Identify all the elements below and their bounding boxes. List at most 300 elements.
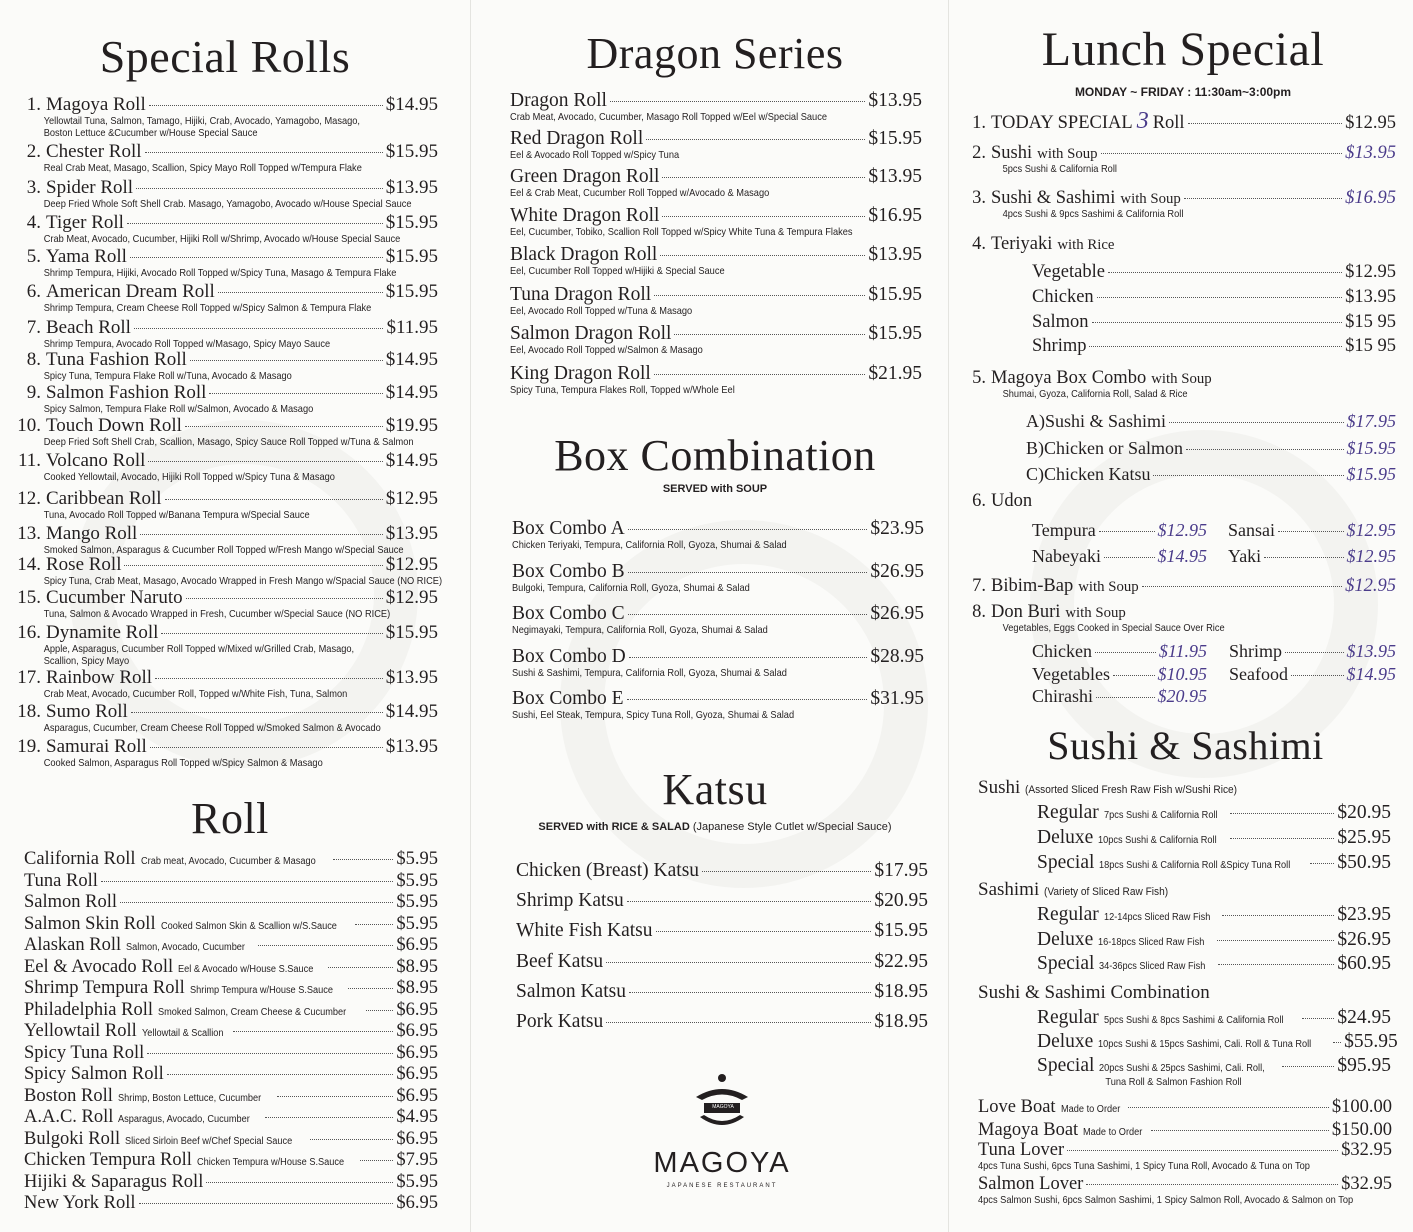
dot-leader <box>662 216 865 217</box>
dot-leader <box>610 101 865 102</box>
group-header <box>978 777 1398 799</box>
item-name: Sushi <box>991 143 1033 163</box>
menu-item <box>24 935 438 956</box>
menu-item-row <box>1037 827 1391 849</box>
dot-leader <box>145 152 383 153</box>
item-price: $14.95 <box>385 382 438 403</box>
item-price: $25.95 <box>1337 827 1391 848</box>
item-name: Eel & Avocado Roll <box>24 956 174 977</box>
menu-item-row <box>972 368 1396 389</box>
item-name: Tuna Lover <box>978 1140 1065 1160</box>
item-price: $13.95 <box>385 736 438 757</box>
menu-item-row <box>24 871 438 892</box>
item-name: Salmon Dragon Roll <box>510 323 672 344</box>
menu-item <box>24 914 438 935</box>
item-price: $15.95 <box>385 212 438 233</box>
menu-item <box>24 871 438 892</box>
item-name: B)Chicken or Salmon <box>1026 437 1183 458</box>
item-number: 3. <box>26 177 41 198</box>
dot-leader <box>233 1031 393 1032</box>
item-name: Tuna Dragon Roll <box>510 284 652 305</box>
item-price: $16.95 <box>868 205 922 226</box>
dot-leader <box>218 292 383 293</box>
dot-leader <box>656 931 872 932</box>
item-name: Beef Katsu <box>516 950 604 972</box>
menu-item <box>14 587 438 621</box>
logo-tagline: JAPANESE RESTAURANT <box>666 1183 778 1189</box>
menu-item-row <box>24 1172 438 1193</box>
item-price: $6.95 <box>396 1193 438 1213</box>
menu-item-row <box>1037 904 1391 926</box>
menu-item-row <box>512 518 924 540</box>
menu-item <box>24 1000 438 1021</box>
menu-item-row <box>516 890 928 912</box>
item-name: Seafood <box>1229 664 1288 684</box>
dragon-series-title: Dragon Series <box>586 29 844 78</box>
item-note: Smoked Salmon, Cream Cheese & Cucumber <box>157 1006 347 1018</box>
menu-item <box>24 1043 438 1064</box>
dot-leader <box>1310 863 1334 864</box>
menu-item <box>14 523 438 557</box>
menu-item <box>14 622 438 667</box>
item-number: 17. <box>17 667 41 688</box>
item-description: Shrimp Tempura, Cream Cheese Roll Topped w/Spicy Salmon & Tempura Flake <box>43 303 372 314</box>
menu-item <box>1032 287 1396 308</box>
item-note: Shrimp, Boston Lettuce, Cucumber <box>117 1092 262 1104</box>
menu-item-row <box>978 1174 1392 1195</box>
menu-item <box>978 879 1398 901</box>
sushi-sashimi-title: Sushi & Sashimi <box>1047 723 1324 768</box>
item-name: A.A.C. Roll <box>24 1107 114 1127</box>
menu-item-row <box>1037 1031 1398 1053</box>
item-name: Caribbean Roll <box>46 488 162 509</box>
dot-leader <box>1217 940 1334 941</box>
menu-item-row <box>972 576 1396 597</box>
menu-item-row <box>24 957 438 978</box>
item-name: Magoya Boat <box>978 1120 1079 1140</box>
menu-item <box>1032 664 1207 685</box>
menu-item-row <box>1228 520 1396 541</box>
item-number: 7. <box>26 317 41 338</box>
item-description: Cooked Salmon, Asparagus Roll Topped w/Spicy Salmon & Masago <box>43 758 323 769</box>
dot-leader <box>1113 675 1155 676</box>
dot-leader <box>136 188 383 189</box>
item-price: $14.95 <box>385 450 438 471</box>
dot-leader <box>120 902 393 903</box>
dot-leader <box>1153 475 1343 476</box>
dot-leader <box>628 529 868 530</box>
item-note: Cooked Salmon Skin & Scallion w/S.Sauce <box>160 920 337 932</box>
item-description: Eel, Avocado Roll Topped w/Tuna & Masago <box>510 306 693 317</box>
menu-item <box>1032 520 1207 541</box>
item-number: 8. <box>972 602 986 622</box>
dot-leader <box>1218 964 1334 965</box>
item-name: Chirashi <box>1032 686 1093 706</box>
item-description: Real Crab Meat, Masago, Scallion, Spicy Mayo Roll Topped w/Tempura Flake <box>43 163 362 174</box>
dot-leader <box>130 257 383 258</box>
dot-leader <box>660 255 865 256</box>
menu-item-row <box>972 143 1396 164</box>
item-note: Eel & Avocado w/House S.Sauce <box>178 963 314 975</box>
item-price: $8.95 <box>396 978 438 998</box>
dot-leader <box>1230 813 1334 814</box>
item-name: Shrimp Katsu <box>516 890 624 912</box>
item-name: Regular <box>1037 904 1099 925</box>
menu-item-row <box>1032 262 1396 283</box>
menu-item-row <box>1228 546 1396 567</box>
menu-item <box>14 554 443 588</box>
item-price: $14.95 <box>1157 546 1207 566</box>
dot-leader <box>124 565 382 566</box>
menu-item <box>512 646 924 680</box>
menu-item-row <box>24 1000 438 1021</box>
menu-item <box>972 368 1396 401</box>
item-price: $150.00 <box>1331 1120 1392 1140</box>
menu-item-row <box>1032 520 1207 541</box>
item-price: $18.95 <box>874 980 928 1002</box>
item-price: $95.95 <box>1337 1055 1391 1076</box>
menu-item-row <box>24 849 438 870</box>
item-name: Teriyaki <box>991 234 1053 254</box>
group-name: Sushi <box>978 777 1021 798</box>
menu-item <box>24 1150 438 1171</box>
menu-item <box>14 736 438 770</box>
menu-item-row <box>14 246 438 268</box>
item-description: Spicy Tuna, Tempura Flakes Roll, Topped w/Whole Eel <box>510 385 735 396</box>
item-description: Yellowtail Tuna, Salmon, Tamago, Hijiki, Crab, Avocado, Yamagobo, Masago, <box>43 116 361 127</box>
item-price: $20.95 <box>1157 686 1207 706</box>
dot-leader <box>628 614 868 615</box>
item-name: Tuna Fashion Roll <box>46 349 187 370</box>
item-description: 4pcs Salmon Sushi, 6pcs Salmon Sashimi, 1 Spicy Salmon Roll, Avocado & Salmon on Top <box>978 1195 1354 1206</box>
item-name: Philadelphia Roll <box>24 999 153 1020</box>
menu-item <box>1032 336 1396 357</box>
menu-item <box>14 382 438 416</box>
menu-item <box>24 978 438 999</box>
menu-item <box>978 1174 1392 1207</box>
menu-item <box>14 212 438 246</box>
menu-item-row <box>14 701 438 723</box>
item-price: $11.95 <box>386 317 438 338</box>
dot-leader <box>310 1139 393 1140</box>
dot-leader <box>1333 1042 1341 1043</box>
item-price: $12.95 <box>385 587 438 608</box>
item-description: Negimayaki, Tempura, California Roll, Gyoza, Shumai & Salad <box>512 625 768 636</box>
dot-leader <box>127 223 383 224</box>
dot-leader <box>1095 652 1156 653</box>
item-name: Cucumber Naruto <box>46 587 183 608</box>
group-name: Sushi & Sashimi Combination <box>978 982 1210 1003</box>
item-price: $20.95 <box>874 890 928 912</box>
item-description: Apple, Asparagus, Cucumber Roll Topped w/Mixed w/Grilled Crab, Masago, <box>43 644 355 655</box>
menu-item-row <box>1037 1007 1391 1029</box>
dot-leader <box>1278 531 1344 532</box>
item-description: Cooked Yellowtail, Avocado, Hijiki Roll Topped w/Spicy Tuna & Masago <box>43 472 335 483</box>
item-name: White Fish Katsu <box>516 920 653 942</box>
item-note: Shrimp Tempura w/House S.Sauce <box>189 985 333 996</box>
item-name: Shrimp <box>1229 641 1283 661</box>
item-name: Deluxe <box>1037 928 1094 950</box>
item-with: with Soup <box>1037 146 1098 162</box>
item-price: $6.95 <box>396 1064 438 1084</box>
item-price: $15.95 <box>868 284 922 305</box>
menu-item <box>24 1193 438 1214</box>
item-description: Eel & Crab Meat, Cucumber Roll Topped w/Avocado & Masago <box>510 188 770 199</box>
item-name: Regular <box>1037 1007 1099 1028</box>
dot-leader <box>629 992 871 993</box>
item-name: Yama Roll <box>46 246 127 267</box>
item-number: 12. <box>17 488 41 509</box>
item-name: Special <box>1037 953 1095 974</box>
menu-item <box>516 1011 928 1033</box>
item-name: Mango Roll <box>46 523 138 544</box>
item-name: Sansai <box>1228 520 1275 540</box>
menu-item <box>516 860 928 882</box>
item-price: $15 95 <box>1345 336 1396 357</box>
item-description: 4pcs Tuna Sushi, 6pcs Tuna Sashimi, 1 Spicy Tuna Roll, Avocado & Tuna on Top <box>978 1161 1310 1172</box>
item-price: $14.95 <box>385 701 438 722</box>
item-note: 20pcs Sushi & 25pcs Sashimi, Cali. Roll, <box>1099 1063 1266 1074</box>
item-price: $10.95 <box>1157 664 1207 684</box>
item-price: $12.95 <box>1345 262 1396 282</box>
dot-leader <box>333 859 393 860</box>
menu-item <box>14 281 438 315</box>
menu-item <box>1037 1055 1391 1089</box>
item-name: Bulgoki Roll <box>24 1128 121 1149</box>
item-price: $13.95 <box>385 667 438 688</box>
menu-item-row <box>24 1086 438 1107</box>
menu-item-row <box>1037 929 1391 951</box>
dot-leader <box>355 924 394 925</box>
item-note: Chicken Tempura w/House S.Sauce <box>196 1157 345 1168</box>
menu-item <box>978 1140 1392 1173</box>
menu-item-row <box>516 920 928 942</box>
menu-item <box>14 667 438 701</box>
item-name: Magoya Roll <box>46 94 146 115</box>
menu-item <box>14 177 438 211</box>
item-name: Tuna Roll <box>24 870 98 891</box>
item-name: Box Combo D <box>512 645 626 667</box>
item-price: $15.95 <box>385 281 438 302</box>
menu-item <box>1026 438 1396 459</box>
menu-item <box>510 166 922 200</box>
katsu-subtitle <box>470 821 960 833</box>
item-name: Dynamite Roll <box>46 622 159 643</box>
dot-leader <box>1186 449 1344 450</box>
menu-item-row <box>1032 312 1396 333</box>
box-combination-title: Box Combination <box>554 431 876 480</box>
item-price: $13.95 <box>385 177 438 198</box>
katsu-title: Katsu <box>662 765 768 814</box>
menu-item-row <box>14 94 438 116</box>
item-price: $15.95 <box>868 323 922 344</box>
item-description: Crab Meat, Avocado, Cucumber Roll, Topped w/White Fish, Tuna, Salmon <box>43 689 348 700</box>
dot-leader <box>654 374 866 375</box>
menu-item <box>972 143 1396 176</box>
item-price: $15.95 <box>385 622 438 643</box>
item-name: Shrimp Tempura Roll <box>24 978 185 998</box>
menu-item <box>510 128 922 162</box>
item-name: C)Chicken Katsu <box>1026 464 1151 484</box>
menu-item-row <box>1229 641 1396 662</box>
menu-item-row <box>14 554 438 576</box>
menu-item-row <box>972 602 1396 623</box>
item-price: $5.95 <box>396 870 438 891</box>
menu-item <box>1229 664 1396 685</box>
item-description: Deep Fried Whole Soft Shell Crab. Masago, Yamagobo, Avocado w/House Special Sauce <box>43 199 412 210</box>
menu-item <box>1026 464 1396 485</box>
menu-item <box>972 188 1396 221</box>
menu-item-row <box>24 1129 438 1150</box>
item-price: $6.95 <box>396 935 438 955</box>
menu-item-row <box>14 450 438 472</box>
menu-item <box>510 323 922 357</box>
menu-item <box>510 284 922 318</box>
item-number: 11. <box>17 450 41 471</box>
item-price: $23.95 <box>870 518 924 539</box>
dot-leader <box>674 334 865 335</box>
menu-item-row <box>14 523 438 545</box>
item-name: Box Combo C <box>512 603 625 624</box>
menu-item-row <box>972 491 1396 512</box>
item-note: Made to Order <box>1083 1127 1143 1138</box>
item-name: Tiger Roll <box>46 212 124 233</box>
item-name: Magoya Box Combo <box>991 368 1147 388</box>
dot-leader <box>101 881 394 882</box>
dot-leader <box>1067 1150 1338 1151</box>
dot-leader <box>627 699 868 700</box>
menu-item-row <box>510 166 922 188</box>
dot-leader <box>1089 346 1342 347</box>
menu-item <box>1037 904 1391 926</box>
menu-item-row <box>24 1107 438 1128</box>
item-name: Special <box>1037 1055 1095 1076</box>
item-name: Chicken (Breast) Katsu <box>516 860 700 881</box>
item-name: Nabeyaki <box>1032 546 1101 566</box>
menu-item-row <box>512 603 924 625</box>
menu-item-row <box>978 1097 1392 1118</box>
menu-item-row <box>512 646 924 668</box>
item-with: with Soup <box>1065 605 1126 621</box>
menu-item-row <box>978 1120 1392 1141</box>
item-price: $13.95 <box>868 90 922 111</box>
dot-leader <box>150 747 383 748</box>
item-number: 6. <box>26 281 41 302</box>
item-price: $17.95 <box>1346 411 1396 431</box>
item-note: 34-36pcs Sliced Raw Fish <box>1099 961 1206 972</box>
item-note: 18pcs Sushi & California Roll &Spicy Tuna Roll <box>1099 860 1291 871</box>
panel-right <box>948 0 1413 1232</box>
item-note: Asparagus, Avocado, Cucumber <box>118 1114 251 1125</box>
item-name: California Roll <box>24 849 136 869</box>
dot-leader <box>662 177 865 178</box>
menu-item <box>512 518 924 552</box>
item-name: Samurai Roll <box>46 736 147 757</box>
katsu-subtitle-note: (Japanese Style Cutlet w/Special Sauce) <box>692 821 892 833</box>
menu-item <box>14 349 438 383</box>
dot-leader <box>1086 1184 1338 1185</box>
item-name: Rose Roll <box>46 554 122 575</box>
menu-item-row <box>14 488 438 510</box>
menu-item <box>972 491 1396 512</box>
menu-item-row <box>24 1150 438 1171</box>
item-name: Salmon Lover <box>978 1174 1084 1194</box>
dot-leader <box>366 1010 394 1011</box>
menu-item-row <box>14 587 438 609</box>
dot-leader <box>606 962 871 963</box>
menu-item <box>1037 827 1391 849</box>
item-price: $12.95 <box>1345 576 1396 596</box>
dot-leader <box>1291 675 1344 676</box>
item-price: $12.95 <box>385 554 438 575</box>
item-description: Sushi, Eel Steak, Tempura, Spicy Tuna Roll, Gyoza, Shumai & Salad <box>512 710 795 721</box>
group-note: (Variety of Sliced Raw Fish) <box>1044 886 1169 898</box>
dot-leader <box>627 901 872 902</box>
dot-leader <box>185 426 383 427</box>
item-name: Regular <box>1037 802 1099 823</box>
item-price: $4.95 <box>396 1107 438 1127</box>
dot-leader <box>1184 198 1342 199</box>
item-note: 10pcs Sushi & 15pcs Sashimi, Cali. Roll & Tuna Roll <box>1098 1039 1312 1050</box>
menu-item <box>14 246 438 280</box>
menu-item-row <box>1026 411 1396 432</box>
menu-item-row <box>512 561 924 583</box>
item-price: $6.95 <box>396 999 438 1020</box>
item-name: A)Sushi & Sashimi <box>1026 411 1167 431</box>
menu-item <box>972 108 1396 134</box>
dot-leader <box>1097 297 1342 298</box>
menu-item-row <box>510 205 922 227</box>
item-name: Black Dragon Roll <box>510 244 658 265</box>
menu-item-row <box>978 1140 1392 1161</box>
item-price: $13.95 <box>1345 143 1396 163</box>
dot-leader <box>209 393 382 394</box>
dot-leader <box>186 598 383 599</box>
item-price: $13.95 <box>1345 286 1396 307</box>
dot-leader <box>148 461 382 462</box>
item-description: 5pcs Sushi & California Roll <box>1002 164 1117 175</box>
item-price: $21.95 <box>868 363 922 384</box>
item-price: $26.95 <box>870 560 924 582</box>
menu-item <box>24 1086 438 1107</box>
menu-item-row <box>24 914 438 935</box>
dot-leader <box>167 1074 394 1075</box>
menu-item-row <box>510 244 922 266</box>
item-description: Tuna, Salmon & Avocado Wrapped in Fresh, Cucumber w/Special Sauce (NO RICE) <box>43 609 391 620</box>
item-name: Chester Roll <box>46 141 142 162</box>
item-name: Boston Roll <box>24 1085 113 1106</box>
menu-item <box>1037 929 1391 951</box>
handwritten-number: 3 <box>1136 108 1149 134</box>
dot-leader <box>606 1022 871 1023</box>
item-name: American Dream Roll <box>46 281 215 302</box>
item-with: with Soup <box>1151 371 1212 387</box>
dot-leader <box>1099 531 1155 532</box>
item-price: $28.95 <box>870 645 924 667</box>
menu-item <box>1037 953 1391 975</box>
menu-item-row <box>516 1011 928 1033</box>
item-price: $15 95 <box>1345 311 1396 332</box>
item-price: $5.95 <box>396 892 438 912</box>
item-name: Love Boat <box>978 1097 1056 1117</box>
item-description: Eel, Avocado Roll Topped w/Salmon & Masago <box>510 345 703 356</box>
menu-item <box>14 450 438 484</box>
menu-item-row <box>24 1043 438 1064</box>
menu-item-row <box>24 1193 438 1214</box>
menu-item-row <box>972 234 1396 255</box>
item-number: 10. <box>17 415 41 436</box>
item-description: Shrimp Tempura, Avocado Roll Topped w/Masago, Spicy Mayo Sauce <box>43 339 331 350</box>
